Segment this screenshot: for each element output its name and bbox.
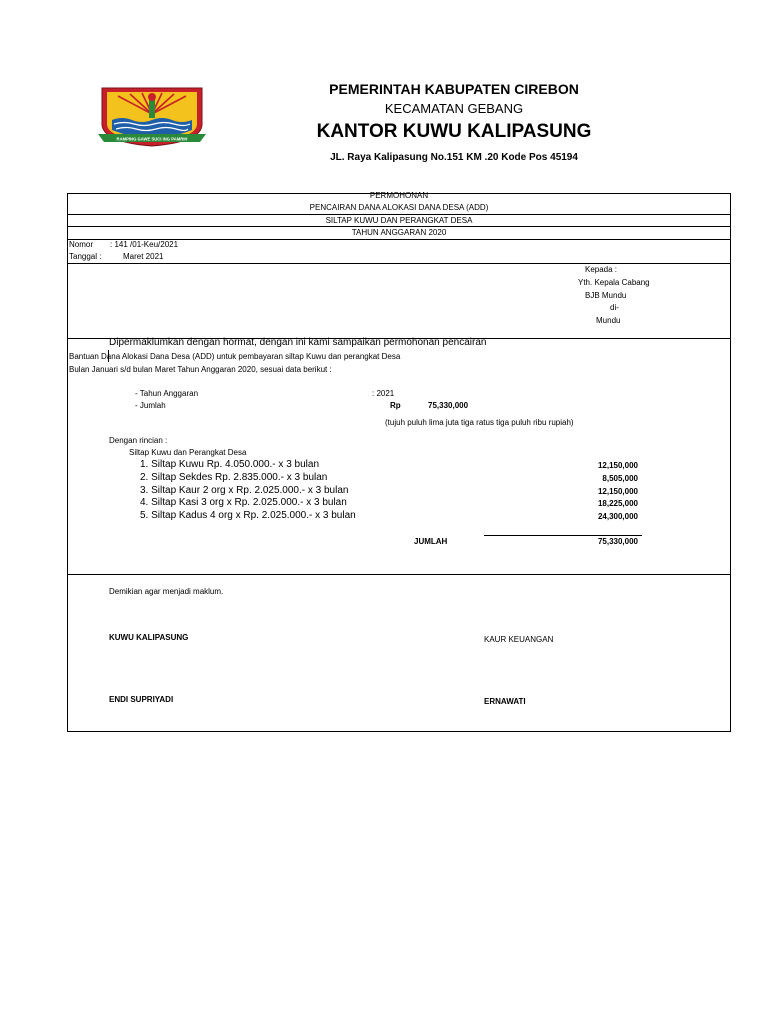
- jumlah-label: - Jumlah: [135, 401, 166, 410]
- kabupaten-cirebon-logo: [96, 84, 208, 148]
- recipient-place: Mundu: [596, 316, 621, 325]
- nomor-value: : 141 /01-Keu/2021: [110, 240, 179, 249]
- terbilang: (tujuh puluh lima juta tiga ratus tiga puluh ribu rupiah): [385, 418, 574, 427]
- item-amount: 8,505,000: [602, 474, 638, 483]
- recipient-yth: Yth. Kepala Cabang: [578, 278, 650, 287]
- item-amount: 12,150,000: [597, 461, 638, 470]
- kaur-title: KAUR KEUANGAN: [484, 635, 554, 644]
- tahun-value: : 2021: [372, 389, 395, 398]
- header-address: JL. Raya Kalipasung No.151 KM .20 Kode Pos 45194: [330, 152, 578, 163]
- total-label: JUMLAH: [414, 537, 448, 546]
- header-line3: KANTOR KUWU KALIPASUNG: [316, 121, 592, 142]
- recipient-bank: BJB Mundu: [585, 291, 627, 300]
- kuwu-title: KUWU KALIPASUNG: [109, 633, 189, 642]
- nomor-label: Nomor: [69, 240, 94, 249]
- body-line2: Bantuan Dana Alokasi Dana Desa (ADD) untuk pembayaran siltap Kuwu dan perangkat Desa: [69, 352, 401, 361]
- item-amount: 12,150,000: [597, 487, 638, 496]
- recipient-di: di-: [610, 303, 619, 312]
- tanggal-value: Maret 2021: [123, 252, 164, 261]
- item-label: 4. Siltap Kasi 3 org x Rp. 2.025.000.- x 3 bulan: [140, 497, 347, 508]
- jumlah-rp: Rp: [390, 401, 401, 410]
- total-underline: [484, 535, 642, 536]
- item-label: 5. Siltap Kadus 4 org x Rp. 2.025.000.- x 3 bulan: [140, 510, 356, 521]
- logo-motto: RAMPING GAWE SUCI ING PAMRIH: [116, 136, 188, 142]
- jumlah-value: 75,330,000: [428, 401, 469, 410]
- rincian-title: Siltap Kuwu dan Perangkat Desa: [129, 448, 247, 457]
- box-left-border: [67, 193, 68, 732]
- tanggal-label: Tanggal :: [69, 252, 102, 261]
- body-intro: Dipermaklumkan dengan hormat, dengan ini kami sampaikan permohonan pencairan: [109, 337, 487, 348]
- item-amount: 18,225,000: [597, 499, 638, 508]
- title-pencairan: PENCAIRAN DANA ALOKASI DANA DESA (ADD): [309, 203, 489, 212]
- header-line1: PEMERINTAH KABUPATEN CIREBON: [329, 81, 579, 97]
- header-line2: KECAMATAN GEBANG: [384, 101, 524, 116]
- kuwu-name: ENDI SUPRIYADI: [109, 695, 174, 704]
- title-permohonan: PERMOHONAN: [369, 191, 429, 200]
- item-label: 2. Siltap Sekdes Rp. 2.835.000.- x 3 bulan: [140, 472, 328, 483]
- box-bottom-border: [67, 731, 731, 732]
- rincian-label: Dengan rincian :: [109, 436, 168, 445]
- item-amount: 24,300,000: [597, 512, 638, 521]
- kaur-name: ERNAWATI: [484, 697, 526, 706]
- title-siltap: SILTAP KUWU DAN PERANGKAT DESA: [325, 216, 473, 225]
- closing-text: Demikian agar menjadi maklum.: [109, 587, 224, 596]
- body-line3: Bulan Januari s/d bulan Maret Tahun Anggaran 2020, sesuai data berikut :: [69, 365, 332, 374]
- item-label: 1. Siltap Kuwu Rp. 4.050.000.- x 3 bulan: [140, 459, 320, 470]
- total-value: 75,330,000: [597, 537, 638, 546]
- box-right-border: [730, 193, 731, 732]
- item-label: 3. Siltap Kaur 2 org x Rp. 2.025.000.- x 3 bulan: [140, 485, 349, 496]
- title-tahun: TAHUN ANGGARAN 2020: [351, 228, 447, 237]
- tahun-label: - Tahun Anggaran: [135, 389, 199, 398]
- recipient-kepada: Kepada :: [585, 265, 618, 274]
